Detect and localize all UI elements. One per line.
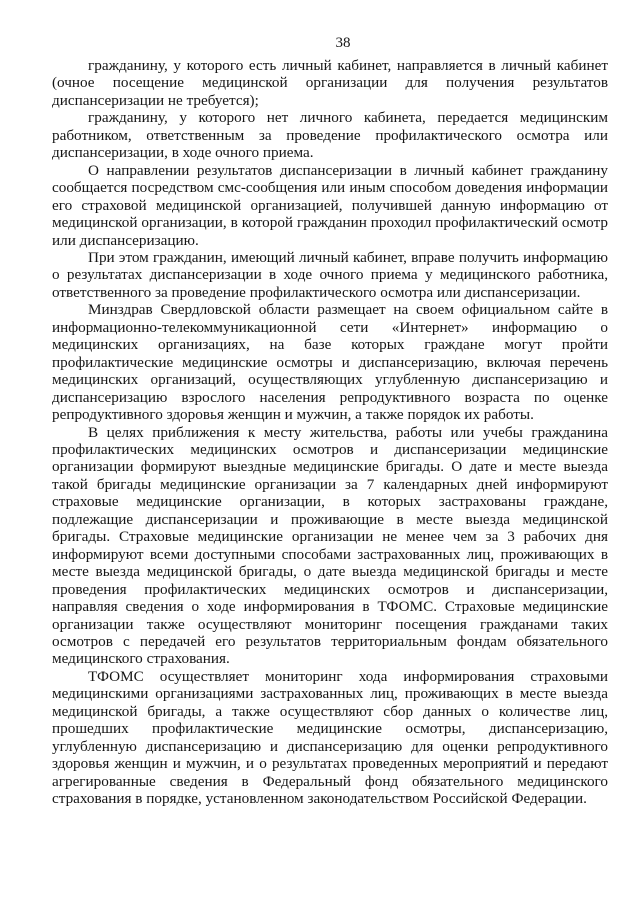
paragraph-no-cabinet: гражданину, у которого нет личного кабинета, передается медицинским работником, ответственным за проведение профилактического осмотра или диспансеризации, в ходе очного приема.: [52, 109, 608, 162]
paragraph-mobile-brigades: В целях приближения к месту жительства, работы или учебы гражданина профилактических медицинских осмотров и диспансеризации медицинские организации формируют выездные медицинские бригады. О дате и месте выезда такой бригады медицинские организации за 7 календарных дней информируют страховые медицинские организации, в которых застрахованы граждане, подлежащие диспансеризации и проживающие в месте выезда медицинской бригады. Страховые медицинские организации не менее чем за 3 рабочих дня информируют всеми доступными способами застрахованных лиц, проживающих в месте выезда медицинской бригады, о дате выезда медицинской бригады и месте проведения профилактических медицинских осмотров и диспансеризации, направляя сведения о ходе информирования в ТФОМС. Страховые медицинские организации также осуществляют мониторинг посещения гражданами таких осмотров с передачей его результатов территориальным фондам обязательного медицинского страхования.: [52, 423, 608, 668]
page-number: 38: [335, 35, 351, 51]
paragraph-sms-notification: О направлении результатов диспансеризации в личный кабинет гражданину сообщается посредством смс-сообщения или иным способом доведения информации его страховой медицинской организацией, получившей данную информацию от медицинской организации, в которой гражданин проходил профилактический осмотр или диспансеризацию.: [52, 161, 608, 249]
document-body: [52, 57, 608, 807]
paragraph-in-person-results: При этом гражданин, имеющий личный кабинет, вправе получить информацию о результатах диспансеризации в ходе очного приема у медицинского работника, ответственного за проведение профилактического осмотра или диспансеризации.: [52, 248, 608, 301]
paragraph-minzdrav-website: Минздрав Свердловской области размещает на своем официальном сайте в информационно-телекоммуникационной сети «Интернет» информацию о медицинских организациях, на базе которых граждане могут пройти профилактические медицинские осмотры и диспансеризацию, включая перечень медицинских организаций, осуществляющих углубленную диспансеризацию и диспансеризацию взрослого населения репродуктивного возраста по оценке репродуктивного здоровья женщин и мужчин, а также порядок их работы.: [52, 301, 608, 424]
paragraph-tfoms-monitoring: ТФОМС осуществляет мониторинг хода информирования страховыми медицинскими организациями застрахованных лиц, проживающих в месте выезда медицинской бригады, а также осуществляют сбор данных о количестве лиц, прошедших профилактические медицинские осмотры, диспансеризацию, углубленную диспансеризацию и диспансеризацию для оценки репродуктивного здоровья женщин и мужчин, и о результатах проведенных мероприятий и передают агрегированные сведения в Федеральный фонд обязательного медицинского страхования в порядке, установленном законодательством Российской Федерации.: [52, 667, 608, 808]
paragraph-personal-cabinet: гражданину, у которого есть личный кабинет, направляется в личный кабинет (очное посещение медицинской организации для получения результатов диспансеризации не требуется);: [52, 57, 608, 109]
